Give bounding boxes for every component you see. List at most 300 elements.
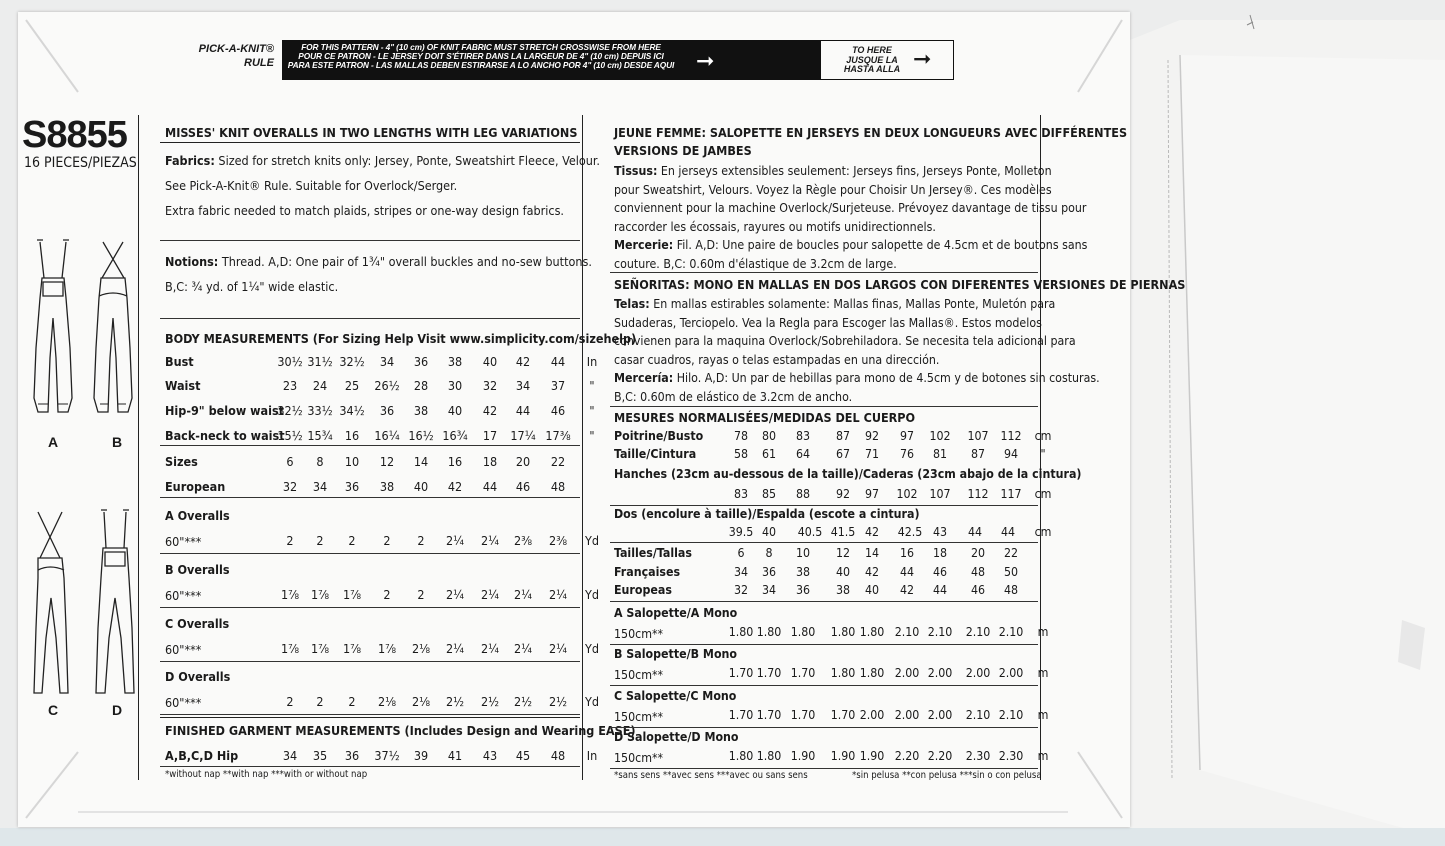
divider bbox=[610, 272, 1038, 273]
value-cell: 38 bbox=[379, 479, 395, 494]
value-cell: 39 bbox=[413, 748, 429, 763]
value-cell: 34 bbox=[379, 354, 395, 369]
value-cell: 2¼ bbox=[513, 587, 533, 602]
value-cell: 18 bbox=[482, 454, 498, 469]
value-cell: 40 bbox=[447, 403, 463, 418]
value-cell: 32 bbox=[282, 479, 298, 494]
value-cell: 34 bbox=[282, 748, 298, 763]
divider bbox=[610, 685, 1038, 686]
value-cell: 6 bbox=[286, 454, 294, 469]
value-cell: 112 bbox=[1000, 429, 1022, 443]
value-cell: 76 bbox=[899, 447, 915, 461]
value-cell: 44 bbox=[482, 479, 498, 494]
english-footnote: *without nap **with nap ***with or without nap bbox=[165, 769, 368, 780]
line-text: Fil. A,D: Une paire de boucles pour salopette de 4.5cm et de boutons sans bbox=[673, 238, 1088, 253]
pick-a-knit-title: PICK-A-KNIT® bbox=[198, 43, 274, 55]
pak-box-en: TO HERE bbox=[852, 45, 892, 55]
value-cell: 97 bbox=[864, 487, 880, 501]
description-line bbox=[614, 237, 1087, 253]
description-line bbox=[614, 333, 1076, 349]
notions-label: Notions: bbox=[165, 254, 219, 269]
value-cell: 2 bbox=[383, 587, 391, 602]
value-cell: 2 bbox=[348, 533, 356, 548]
pieces-count: 16 PIECES/PIEZAS bbox=[24, 155, 137, 171]
notions-line-2: B,C: ¾ yd. of 1¼" wide elastic. bbox=[165, 279, 339, 294]
value-cell: 32½ bbox=[277, 403, 303, 418]
value-cell: 1.70 bbox=[790, 666, 816, 680]
pick-a-knit-label bbox=[186, 42, 274, 70]
value-cell: 12 bbox=[835, 546, 851, 560]
value-cell: 1.70 bbox=[790, 708, 816, 722]
value-cell: 2¼ bbox=[513, 641, 533, 656]
divider bbox=[160, 553, 580, 554]
value-cell: 10 bbox=[795, 546, 811, 560]
line-text: En jerseys extensibles seulement: Jerseys fins, Jerseys Ponte, Molleton bbox=[657, 164, 1052, 178]
line-text: convienen para la maquina Overlock/Sobrehiladora. Se necesita tela adicional para bbox=[614, 334, 1076, 349]
value-cell: 2.20 bbox=[927, 749, 953, 763]
pak-line-en: FOR THIS PATTERN - 4" (10 cm) OF KNIT FABRIC MUST STRETCH CROSSWISE FROM HERE bbox=[301, 42, 661, 52]
value-cell: 58 bbox=[733, 447, 749, 461]
description-line bbox=[614, 256, 897, 272]
value-cell: 42 bbox=[899, 583, 915, 597]
value-cell: 1.70 bbox=[756, 666, 782, 680]
value-cell: 2⅛ bbox=[411, 641, 431, 656]
line-text: En mallas estirables solamente: Mallas finas, Mallas Ponte, Muletón para bbox=[649, 297, 1056, 311]
value-cell: 2.00 bbox=[965, 666, 991, 680]
row-label: 150cm** bbox=[614, 751, 664, 765]
description-line bbox=[614, 200, 1086, 216]
spanish-footnote: *sin pelusa **con pelusa ***sin o con pelusa bbox=[852, 770, 1042, 781]
view-letter-c: C bbox=[48, 702, 59, 718]
value-cell: 30½ bbox=[277, 354, 303, 369]
row-label: A,B,C,D Hip bbox=[165, 748, 239, 763]
value-cell: 1.90 bbox=[830, 749, 856, 763]
unit-cell: In bbox=[586, 354, 598, 369]
value-cell: 1.90 bbox=[790, 749, 816, 763]
description-line bbox=[614, 389, 852, 405]
value-cell: 40 bbox=[835, 565, 851, 579]
value-cell: 40 bbox=[413, 479, 429, 494]
view-yardage-label: D Salopette/D Mono bbox=[614, 730, 739, 744]
view-yardage-label: A Salopette/A Mono bbox=[614, 606, 738, 620]
value-cell: 32½ bbox=[339, 354, 365, 369]
value-cell: 85 bbox=[761, 487, 777, 501]
value-cell: 38 bbox=[447, 354, 463, 369]
value-cell: 1.80 bbox=[830, 625, 856, 639]
value-cell: 10 bbox=[344, 454, 360, 469]
value-cell: 44 bbox=[515, 403, 531, 418]
value-cell: 2 bbox=[417, 533, 425, 548]
description-line bbox=[614, 219, 936, 235]
view-letter-d: D bbox=[112, 702, 123, 718]
unit-cell: " bbox=[589, 378, 595, 393]
value-cell: 1⅞ bbox=[310, 587, 330, 602]
value-cell: 2.00 bbox=[998, 666, 1024, 680]
divider bbox=[160, 607, 580, 608]
value-cell: 24 bbox=[312, 378, 328, 393]
value-cell: 1⅞ bbox=[377, 641, 397, 656]
value-cell: 16¼ bbox=[374, 428, 400, 443]
value-cell: 94 bbox=[1003, 447, 1019, 461]
value-cell: 83 bbox=[795, 429, 811, 443]
row-label: 60"*** bbox=[165, 534, 202, 549]
line-label: Mercerie: bbox=[614, 238, 674, 253]
value-cell: 17 bbox=[482, 428, 498, 443]
value-cell: 2¼ bbox=[445, 533, 465, 548]
row-label: 150cm** bbox=[614, 668, 664, 682]
unit-cell: Yd bbox=[584, 694, 599, 709]
value-cell: 2⅛ bbox=[377, 694, 397, 709]
line-text: Sudaderas, Terciopelo. Vea la Regla para Escoger las Mallas®. Estos modelos bbox=[614, 315, 1042, 330]
spanish-title: SEÑORITAS: MONO EN MALLAS EN DOS LARGOS CON DIFERENTES VERSIONES DE PIERNAS bbox=[614, 277, 1186, 292]
row-label: 60"*** bbox=[165, 642, 202, 657]
value-cell: 18 bbox=[932, 546, 948, 560]
arrow-right-icon: ➞ bbox=[913, 46, 932, 71]
value-cell: 1.80 bbox=[830, 666, 856, 680]
value-cell: 42 bbox=[447, 479, 463, 494]
description-line bbox=[614, 315, 1042, 331]
value-cell: 14 bbox=[864, 546, 880, 560]
value-cell: 12 bbox=[379, 454, 395, 469]
view-yardage-label: A Overalls bbox=[165, 508, 230, 523]
french-title-line-1: JEUNE FEMME: SALOPETTE EN JERSEYS EN DEUX LONGUEURS AVEC DIFFÉRENTES bbox=[614, 125, 1128, 140]
value-cell: 40 bbox=[482, 354, 498, 369]
value-cell: 1.80 bbox=[756, 749, 782, 763]
value-cell: 2.10 bbox=[927, 625, 953, 639]
line-text: pour Sweatshirt, Velours. Voyez la Règle pour Choisir Un Jersey®. Ces modèles bbox=[614, 182, 1052, 197]
finished-measurements-heading: FINISHED GARMENT MEASUREMENTS (Includes Design and Wearing EASE) bbox=[165, 723, 636, 738]
description-line bbox=[614, 163, 1052, 179]
divider bbox=[160, 240, 580, 241]
line-label: Tissus: bbox=[614, 164, 658, 178]
value-cell: 34 bbox=[515, 378, 531, 393]
value-cell: 2 bbox=[316, 694, 324, 709]
value-cell: 37½ bbox=[374, 748, 400, 763]
line-label: Telas: bbox=[614, 297, 650, 311]
value-cell: 87 bbox=[970, 447, 986, 461]
value-cell: 36 bbox=[344, 479, 360, 494]
value-cell: 35 bbox=[312, 748, 328, 763]
value-cell: 34 bbox=[312, 479, 328, 494]
value-cell: 2.00 bbox=[927, 708, 953, 722]
value-cell: 102 bbox=[929, 429, 951, 443]
value-cell: 36 bbox=[379, 403, 395, 418]
view-yardage-label: C Salopette/C Mono bbox=[614, 689, 737, 703]
value-cell: 2.10 bbox=[998, 625, 1024, 639]
value-cell: 36 bbox=[761, 565, 777, 579]
pak-box-fr: JUSQUE LA bbox=[846, 54, 898, 65]
pak-line-es: PARA ESTE PATRON - LAS MALLAS DEBEN ESTIRARSE A LO ANCHO POR 4" (10 cm) DESDE AQUI bbox=[287, 59, 675, 70]
unit-cell: m bbox=[1037, 708, 1049, 722]
fabrics-text: Sized for stretch knits only: Jersey, Ponte, Sweatshirt Fleece, Velour. bbox=[214, 153, 600, 168]
value-cell: 2½ bbox=[548, 694, 568, 709]
value-cell: 2.00 bbox=[927, 666, 953, 680]
row-label: 60"*** bbox=[165, 695, 202, 710]
value-cell: 2¼ bbox=[480, 641, 500, 656]
fabrics-line-3: Extra fabric needed to match plaids, stripes or one-way design fabrics. bbox=[165, 203, 564, 218]
value-cell: 1.70 bbox=[830, 708, 856, 722]
value-cell: 107 bbox=[967, 429, 989, 443]
value-cell: 22 bbox=[550, 454, 566, 469]
value-cell: 42.5 bbox=[897, 525, 923, 539]
description-line bbox=[614, 296, 1055, 312]
notions-line-1 bbox=[165, 253, 592, 271]
left-column-divider bbox=[138, 115, 139, 780]
view-yardage-label: D Overalls bbox=[165, 669, 231, 684]
divider bbox=[610, 768, 1038, 769]
value-cell: 46 bbox=[970, 583, 986, 597]
value-cell: 48 bbox=[1003, 583, 1019, 597]
divider bbox=[160, 142, 580, 143]
value-cell: 83 bbox=[733, 487, 749, 501]
value-cell: 2.00 bbox=[859, 708, 885, 722]
value-cell: 16 bbox=[899, 546, 915, 560]
unit-cell: m bbox=[1037, 666, 1049, 680]
fabrics-line-2: See Pick-A-Knit® Rule. Suitable for Overlock/Serger. bbox=[165, 178, 458, 193]
value-cell: 2½ bbox=[480, 694, 500, 709]
line-text: casar cuadros, rayas o telas estampadas en una dirección. bbox=[614, 352, 940, 367]
divider bbox=[160, 717, 580, 718]
value-cell: 2.30 bbox=[965, 749, 991, 763]
value-cell: 1⅞ bbox=[342, 587, 362, 602]
value-cell: 17⅜ bbox=[545, 428, 571, 443]
value-cell: 2 bbox=[383, 533, 391, 548]
row-label: Back-neck to waist bbox=[165, 428, 285, 443]
value-cell: 36 bbox=[795, 583, 811, 597]
value-cell: 42 bbox=[515, 354, 531, 369]
notions-text: Thread. A,D: One pair of 1¾" overall buckles and no-sew buttons. bbox=[218, 254, 592, 269]
value-cell: 45 bbox=[515, 748, 531, 763]
value-cell: 2⅜ bbox=[548, 533, 568, 548]
value-cell: 2 bbox=[417, 587, 425, 602]
view-yardage-label: C Overalls bbox=[165, 616, 230, 631]
value-cell: 71 bbox=[864, 447, 880, 461]
value-cell: 2¼ bbox=[480, 587, 500, 602]
value-cell: 32 bbox=[482, 378, 498, 393]
value-cell: 1.80 bbox=[790, 625, 816, 639]
value-cell: 80 bbox=[761, 429, 777, 443]
value-cell: 23 bbox=[282, 378, 298, 393]
value-cell: 15¾ bbox=[307, 428, 333, 443]
value-cell: 38 bbox=[835, 583, 851, 597]
french-title-line-2: VERSIONS DE JAMBES bbox=[614, 143, 752, 158]
value-cell: 15½ bbox=[277, 428, 303, 443]
value-cell: 92 bbox=[864, 429, 880, 443]
value-cell: 2¼ bbox=[480, 533, 500, 548]
value-cell: 34½ bbox=[339, 403, 365, 418]
value-cell: 40.5 bbox=[797, 525, 823, 539]
value-cell: 1.70 bbox=[728, 708, 754, 722]
value-cell: 43 bbox=[932, 525, 948, 539]
overalls-drawings-cd bbox=[28, 508, 138, 708]
value-cell: 107 bbox=[929, 487, 951, 501]
value-cell: 8 bbox=[765, 546, 773, 560]
divider bbox=[160, 714, 580, 715]
row-label: Waist bbox=[165, 378, 201, 393]
value-cell: 2⅛ bbox=[411, 694, 431, 709]
value-cell: 14 bbox=[413, 454, 429, 469]
description-line bbox=[614, 370, 1100, 386]
value-cell: 46 bbox=[550, 403, 566, 418]
value-cell: 78 bbox=[733, 429, 749, 443]
value-cell: 2.10 bbox=[965, 708, 991, 722]
unit-cell: cm bbox=[1034, 487, 1052, 501]
fabrics-line-1 bbox=[165, 152, 600, 170]
value-cell: 8 bbox=[316, 454, 324, 469]
pak-box-es: HASTA ALLA bbox=[843, 64, 901, 74]
divider bbox=[160, 318, 580, 319]
fabrics-label: Fabrics: bbox=[165, 153, 215, 168]
value-cell: 2.10 bbox=[998, 708, 1024, 722]
value-cell: 39.5 bbox=[728, 525, 754, 539]
value-cell: 67 bbox=[835, 447, 851, 461]
value-cell: 2.20 bbox=[894, 749, 920, 763]
value-cell: 16 bbox=[447, 454, 463, 469]
value-cell: 48 bbox=[550, 479, 566, 494]
metric-heading: MESURES NORMALISÉES/MEDIDAS DEL CUERPO bbox=[614, 410, 916, 425]
unit-cell: " bbox=[1040, 447, 1046, 461]
value-cell: 112 bbox=[967, 487, 989, 501]
value-cell: 1.80 bbox=[756, 625, 782, 639]
value-cell: 92 bbox=[835, 487, 851, 501]
divider bbox=[160, 445, 580, 446]
value-cell: 2 bbox=[286, 694, 294, 709]
line-text: couture. B,C: 0.60m d'élastique de 3.2cm de large. bbox=[614, 257, 897, 271]
unit-cell: " bbox=[589, 403, 595, 418]
unit-cell: Yd bbox=[584, 587, 599, 602]
unit-cell: " bbox=[589, 428, 595, 443]
row-label: Bust bbox=[165, 354, 194, 369]
value-cell: 17¼ bbox=[510, 428, 536, 443]
value-cell: 6 bbox=[737, 546, 745, 560]
body-measurements-heading: BODY MEASUREMENTS (For Sizing Help Visit www.simplicity.com/sizehelp) bbox=[165, 331, 637, 346]
value-cell: 42 bbox=[864, 525, 880, 539]
value-cell: 81 bbox=[932, 447, 948, 461]
value-cell: 38 bbox=[795, 565, 811, 579]
value-cell: 16 bbox=[344, 428, 360, 443]
value-cell: 2½ bbox=[445, 694, 465, 709]
unit-cell: cm bbox=[1034, 429, 1052, 443]
value-cell: 34 bbox=[733, 565, 749, 579]
value-cell: 88 bbox=[795, 487, 811, 501]
value-cell: 37 bbox=[550, 378, 566, 393]
divider bbox=[610, 727, 1038, 728]
value-cell: 1⅞ bbox=[280, 587, 300, 602]
pick-a-knit-target-box bbox=[820, 40, 954, 80]
hip-label: Hanches (23cm au-dessous de la taille)/Caderas (23cm abajo de la cintura) bbox=[614, 467, 1082, 481]
description-line bbox=[614, 352, 939, 368]
value-cell: 40 bbox=[864, 583, 880, 597]
arrow-right-icon: ➞ bbox=[696, 48, 715, 73]
divider bbox=[610, 542, 1038, 543]
view-letter-b: B bbox=[112, 434, 123, 450]
value-cell: 43 bbox=[482, 748, 498, 763]
pick-a-knit-bar bbox=[282, 40, 820, 80]
value-cell: 1.80 bbox=[859, 666, 885, 680]
value-cell: 1⅞ bbox=[342, 641, 362, 656]
value-cell: 36 bbox=[344, 748, 360, 763]
value-cell: 26½ bbox=[374, 378, 400, 393]
divider bbox=[610, 505, 1038, 506]
value-cell: 1.70 bbox=[756, 708, 782, 722]
value-cell: 42 bbox=[864, 565, 880, 579]
row-label: Tailles/Tallas bbox=[614, 546, 692, 560]
value-cell: 2¼ bbox=[548, 587, 568, 602]
value-cell: 48 bbox=[550, 748, 566, 763]
value-cell: 16½ bbox=[408, 428, 434, 443]
value-cell: 2.10 bbox=[894, 625, 920, 639]
value-cell: 87 bbox=[835, 429, 851, 443]
row-label: Taille/Cintura bbox=[614, 447, 697, 461]
value-cell: 61 bbox=[761, 447, 777, 461]
value-cell: 31½ bbox=[307, 354, 333, 369]
value-cell: 20 bbox=[515, 454, 531, 469]
divider bbox=[610, 644, 1038, 645]
row-label: 150cm** bbox=[614, 627, 664, 641]
value-cell: 41.5 bbox=[830, 525, 856, 539]
value-cell: 33½ bbox=[307, 403, 333, 418]
value-cell: 42 bbox=[482, 403, 498, 418]
value-cell: 2¼ bbox=[548, 641, 568, 656]
value-cell: 16¾ bbox=[442, 428, 468, 443]
value-cell: 44 bbox=[550, 354, 566, 369]
value-cell: 44 bbox=[932, 583, 948, 597]
value-cell: 1⅞ bbox=[310, 641, 330, 656]
line-label: Mercería: bbox=[614, 371, 674, 386]
unit-cell: m bbox=[1037, 749, 1049, 763]
unit-cell: cm bbox=[1034, 525, 1052, 539]
back-label: Dos (encolure à taille)/Espalda (escote a cintura) bbox=[614, 507, 920, 521]
value-cell: 2¼ bbox=[445, 641, 465, 656]
unit-cell: In bbox=[586, 748, 598, 763]
divider bbox=[160, 661, 580, 662]
unit-cell: Yd bbox=[584, 533, 599, 548]
value-cell: 32 bbox=[733, 583, 749, 597]
value-cell: 1⅞ bbox=[280, 641, 300, 656]
overalls-drawings-ab bbox=[28, 238, 138, 438]
middle-column-divider bbox=[582, 115, 583, 780]
row-label: 60"*** bbox=[165, 588, 202, 603]
row-label: Sizes bbox=[165, 454, 198, 469]
value-cell: 48 bbox=[970, 565, 986, 579]
value-cell: 97 bbox=[899, 429, 915, 443]
line-text: conviennent pour la machine Overlock/Surjeteuse. Prévoyez davantage de tissu pour bbox=[614, 201, 1087, 216]
value-cell: 46 bbox=[515, 479, 531, 494]
english-title: MISSES' KNIT OVERALLS IN TWO LENGTHS WITH LEG VARIATIONS bbox=[165, 125, 578, 140]
value-cell: 25 bbox=[344, 378, 360, 393]
value-cell: 50 bbox=[1003, 565, 1019, 579]
value-cell: 46 bbox=[932, 565, 948, 579]
value-cell: 30 bbox=[447, 378, 463, 393]
row-label: Poitrine/Busto bbox=[614, 429, 704, 443]
value-cell: 38 bbox=[413, 403, 429, 418]
view-yardage-label: B Overalls bbox=[165, 562, 230, 577]
line-text: B,C: 0.60m de elástico de 3.2cm de ancho. bbox=[614, 390, 853, 404]
value-cell: 2.10 bbox=[965, 625, 991, 639]
value-cell: 40 bbox=[761, 525, 777, 539]
value-cell: 44 bbox=[899, 565, 915, 579]
value-cell: 2.00 bbox=[894, 708, 920, 722]
divider bbox=[610, 406, 1038, 407]
value-cell: 20 bbox=[970, 546, 986, 560]
row-label: Françaises bbox=[614, 565, 681, 579]
value-cell: 44 bbox=[1000, 525, 1016, 539]
value-cell: 2¼ bbox=[445, 587, 465, 602]
description-line bbox=[614, 182, 1052, 198]
value-cell: 34 bbox=[761, 583, 777, 597]
value-cell: 44 bbox=[967, 525, 983, 539]
row-label: European bbox=[165, 479, 226, 494]
